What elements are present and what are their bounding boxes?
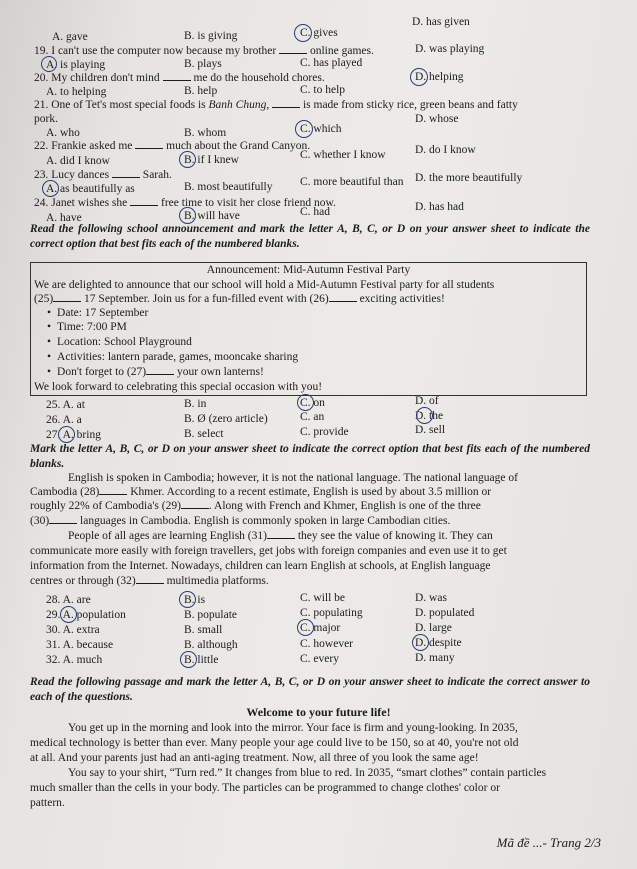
announcement-line2: (25) 17 September. Join us for a fun-filled event with (26) exciting activities!: [34, 293, 445, 305]
q27-option-c: C. provide: [300, 426, 349, 438]
q30-option-d: D. large: [415, 622, 452, 634]
passage2-line5: much smaller than the cells in your body. The particles can be programmed to change clothes' color or: [30, 782, 500, 794]
q21-stem-line2: pork.: [34, 113, 58, 125]
announcement-closing: We look forward to celebrating this special occasion with you!: [34, 381, 323, 393]
q24-option-c: C. had: [300, 206, 331, 218]
q23-option-b: B. most beautifully: [184, 181, 273, 193]
q22-option-a: A. did I know: [46, 155, 110, 167]
pen-circle: [179, 151, 196, 168]
q26-option-b: B. Ø (zero article): [184, 413, 268, 425]
q25-option-b: B. in: [184, 398, 207, 410]
passage2-title: Welcome to your future life!: [246, 705, 391, 719]
q20-option-b: B. help: [184, 85, 218, 97]
q20-stem: 20. My children don't mind me do the household chores.: [34, 72, 325, 84]
q21-option-a: A. who: [46, 127, 80, 139]
q24-option-b: B. will have: [184, 210, 240, 222]
q29-option-d: D. populated: [415, 607, 475, 619]
announcement-time: • Time: 7:00 PM: [47, 321, 127, 333]
passage1-line5: People of all ages are learning English (31) they see the value of knowing it. They can: [68, 530, 493, 542]
pen-circle: [416, 407, 433, 424]
q20-option-c: C. to help: [300, 84, 346, 96]
announcement-location: • Location: School Playground: [47, 336, 192, 348]
q26-option-c: C. an: [300, 411, 325, 423]
q24-option-d: D. has had: [415, 201, 464, 213]
q22-option-c: C. whether I know: [300, 149, 386, 161]
passage1-line7: information from the Internet. Nowadays, children can learn English at schools, at English language: [30, 560, 491, 572]
q21-option-c: C. which: [300, 123, 342, 135]
top-option-c: C. gives: [300, 27, 338, 39]
q29-option-c: C. populating: [300, 607, 363, 619]
passage1-line6: communicate more easily with foreign travellers, get jobs with foreign companies and even use it to get: [30, 545, 507, 557]
instruction-reading: Read the following passage and mark the letter A, B, C, or D on your answer sheet to indicate the correct answer to each of the questions.: [30, 676, 590, 703]
announcement-title: Announcement: Mid-Autumn Festival Party: [206, 264, 411, 276]
pen-circle: [294, 24, 312, 42]
instruction-cloze: Mark the letter A, B, C, or D on your answer sheet to indicate the correct option that best fits each of the numbered blanks.: [30, 443, 590, 470]
pen-circle: [41, 56, 57, 72]
q19-option-d: D. was playing: [415, 43, 485, 55]
q22-option-d: D. do I know: [415, 144, 476, 156]
announcement-line1: We are delighted to announce that our school will hold a Mid-Autumn Festival party for all students: [34, 279, 495, 291]
top-option-a: A. gave: [52, 31, 88, 43]
q29-option-b: B. populate: [184, 609, 238, 621]
q27-option-d: D. sell: [415, 424, 446, 436]
announcement-forget: • Don't forget to (27) your own lanterns!: [47, 366, 264, 378]
q32-option-b: B. little: [184, 654, 219, 666]
q23-stem: 23. Lucy dances Sarah.: [34, 169, 172, 181]
q19-option-c: C. has played: [300, 57, 363, 69]
announcement-activities: • Activities: lantern parade, games, mooncake sharing: [47, 351, 298, 363]
q32-option-a: 32. A. much: [46, 654, 103, 666]
q30-option-a: 30. A. extra: [46, 624, 100, 636]
top-option-b: B. is giving: [184, 30, 238, 42]
passage1-line3: roughly 22% of Cambodia's (29) . Along with French and Khmer, English is one of the three: [30, 500, 481, 512]
q31-option-b: B. although: [184, 639, 238, 651]
passage1-line4: (30) languages in Cambodia. English is commonly spoken in large Cambodian cities.: [30, 515, 451, 527]
passage2-line4: You say to your shirt, “Turn red.” It changes from blue to red. In 2035, “smart clothes” contain particles: [68, 767, 547, 779]
page-footer: Mã đề ...- Trang 2/3: [496, 835, 601, 850]
q26-option-d: D. the: [415, 410, 444, 422]
top-option-d: D. has given: [412, 16, 470, 28]
q26-option-a: 26. A. a: [46, 414, 82, 426]
passage2-line3: at all. And your parents just had an anti-aging treatment. Now, all three of you look the same age!: [30, 752, 479, 764]
q21-option-d: D. whose: [415, 113, 459, 125]
pen-circle: [42, 180, 59, 197]
q29-option-a: 29. A. population: [46, 609, 126, 621]
q30-option-b: B. small: [184, 624, 223, 636]
announcement-box: [30, 262, 587, 396]
q24-option-a: A. have: [46, 212, 82, 224]
passage1-line8: centres or through (32) multimedia platforms.: [30, 575, 269, 587]
pen-circle: [297, 394, 314, 411]
passage2-line1: You get up in the morning and look into the mirror. Your face is firm and young-looking. In 2035,: [68, 722, 518, 734]
q28-option-d: D. was: [415, 592, 447, 604]
pen-circle: [180, 651, 197, 668]
q25-option-a: 25. A. at: [46, 399, 85, 411]
pen-circle: [297, 619, 314, 636]
q23-option-d: D. the more beautifully: [415, 172, 523, 184]
instruction-announcement: Read the following school announcement and mark the letter A, B, C, or D on your answer sheet to indicate the correct option that best fits each of the numbered blanks.: [30, 223, 590, 250]
pen-circle: [295, 120, 313, 138]
q19-option-b: B. plays: [184, 58, 222, 70]
pen-circle: [410, 68, 428, 86]
q31-option-c: C. however: [300, 638, 354, 650]
q20-option-d: D. helping: [415, 71, 464, 83]
q27-option-b: B. select: [184, 428, 224, 440]
q20-option-a: A. to helping: [46, 86, 107, 98]
q22-stem: 22. Frankie asked me much about the Grand Canyon.: [34, 140, 311, 152]
q28-option-a: 28. A. are: [46, 594, 91, 606]
passage1-line2: Cambodia (28) Khmer. According to a recent estimate, English is used by about 3.5 million or: [30, 486, 492, 498]
q23-option-c: C. more beautiful than: [300, 176, 404, 188]
q24-stem: 24. Janet wishes she free time to visit her close friend now.: [34, 197, 336, 209]
announcement-date: • Date: 17 September: [47, 307, 148, 319]
pen-circle: [58, 426, 75, 443]
pen-circle: [60, 606, 77, 623]
q32-option-c: C. every: [300, 653, 339, 665]
pen-circle: [179, 591, 196, 608]
q25-option-d: D. of: [415, 395, 439, 407]
q19-option-a: A. is playing: [46, 59, 106, 71]
passage2-line2: medical technology is better than ever. Many people your age could live to be 150, so at 40, you're not old: [30, 737, 519, 749]
passage1-line1: English is spoken in Cambodia; however, it is not the national language. The national language of: [68, 472, 518, 484]
q28-option-c: C. will be: [300, 592, 346, 604]
q25-option-c: C. on: [300, 397, 325, 409]
q28-option-b: B. is: [184, 594, 206, 606]
q22-option-b: B. if I knew: [184, 154, 239, 166]
q21-stem: 21. One of Tet's most special foods is Banh Chung, is made from sticky rice, green beans and fatty: [34, 99, 518, 111]
q27-option-a: 27. A. bring: [46, 429, 101, 441]
q31-option-a: 31. A. because: [46, 639, 114, 651]
q32-option-d: D. many: [415, 652, 455, 664]
q31-option-d: D. despite: [415, 637, 462, 649]
pen-circle: [412, 634, 429, 651]
q19-stem: 19. I can't use the computer now because my brother online games.: [34, 45, 374, 57]
passage2-line6: pattern.: [30, 797, 65, 809]
q21-option-b: B. whom: [184, 127, 227, 139]
q30-option-c: C. major: [300, 622, 341, 634]
q23-option-a: A. as beautifully as: [46, 183, 135, 195]
